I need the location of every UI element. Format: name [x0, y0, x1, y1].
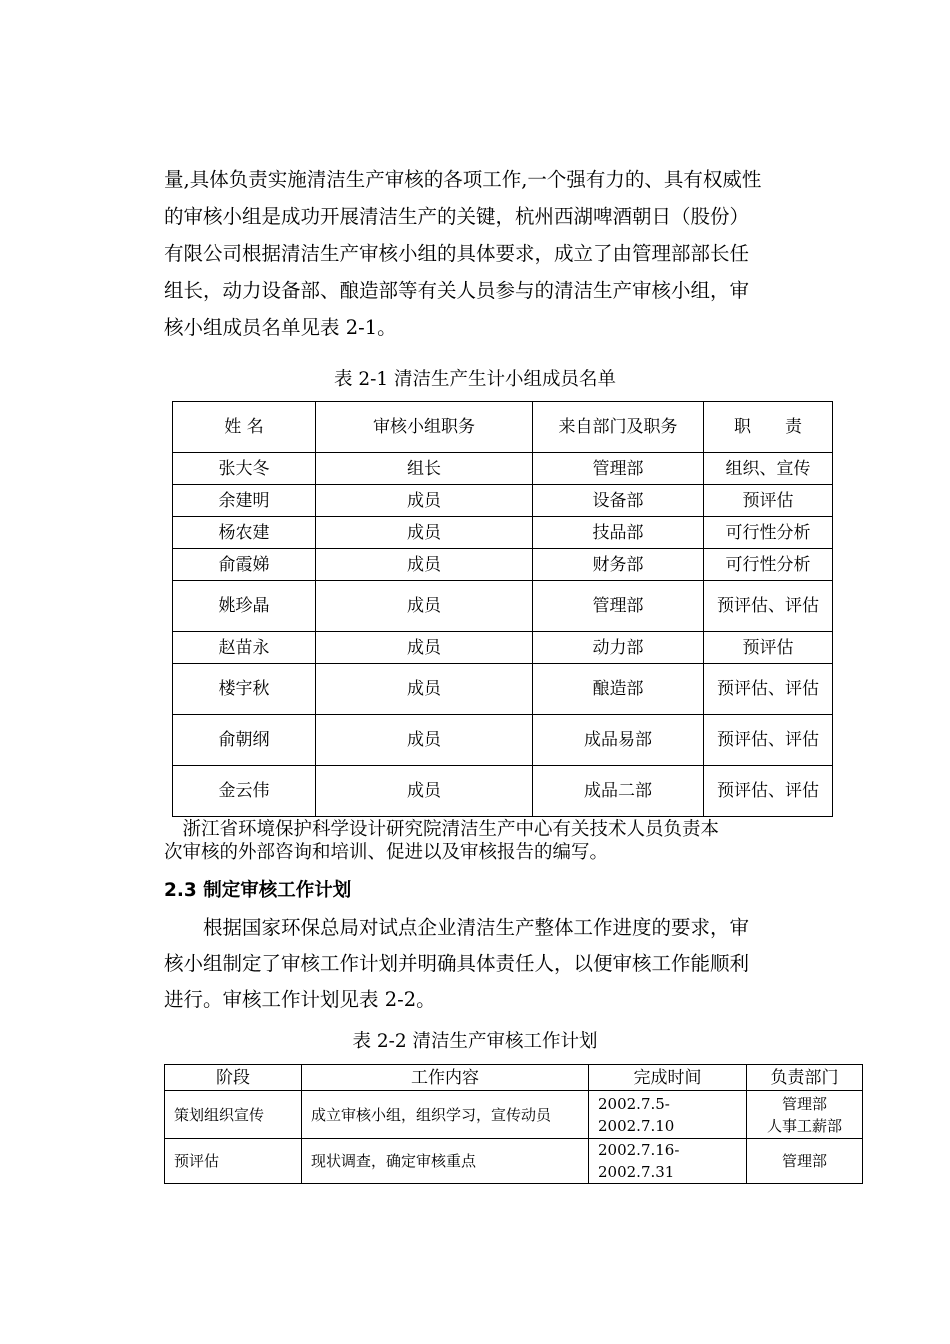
header-cell: 阶段 [165, 1065, 302, 1091]
header-cell: 职 责 [704, 402, 833, 453]
table-row [165, 1091, 863, 1139]
text-line: 次审核的外部咨询和培训、促进以及审核报告的编写。 [164, 842, 609, 863]
table-cell: 俞霞娣 [173, 549, 316, 581]
team-members-table [172, 401, 833, 817]
table-row [173, 485, 833, 517]
table-cell: 财务部 [533, 549, 704, 581]
table-cell: 成员 [316, 549, 533, 581]
table-cell: 预评估、评估 [704, 664, 833, 715]
table-cell: 金云伟 [173, 766, 316, 817]
content-cell: 现状调查，确定审核重点 [302, 1139, 589, 1184]
stage-cell: 策划组织宣传 [165, 1091, 302, 1139]
table-cell: 管理部 [533, 453, 704, 485]
table1-caption: 表 2-1 清洁生产生计小组成员名单 [333, 369, 617, 390]
text-line: 量,具体负责实施清洁生产审核的各项工作,一个强有力的、具有权威性 [164, 168, 762, 191]
table-cell: 管理部 [533, 581, 704, 632]
table-cell: 成员 [316, 517, 533, 549]
dept-line: 管理部 [781, 1094, 827, 1113]
table2-caption: 表 2-2 清洁生产审核工作计划 [352, 1031, 598, 1052]
table-cell: 技品部 [533, 517, 704, 549]
table-cell: 成品易部 [533, 715, 704, 766]
table-header-row [165, 1065, 863, 1091]
text-line: 核小组制定了审核工作计划并明确具体责任人，以便审核工作能顺利 [164, 952, 750, 975]
consulting-paragraph [164, 818, 824, 864]
table-cell: 预评估 [704, 485, 833, 517]
dept-cell [747, 1139, 863, 1184]
table-row [173, 766, 833, 817]
table-cell: 姚珍晶 [173, 581, 316, 632]
table-cell: 成员 [316, 715, 533, 766]
table-cell: 预评估、评估 [704, 715, 833, 766]
text-line: 有限公司根据清洁生产审核小组的具体要求，成立了由管理部部长任 [164, 242, 750, 265]
table-row [173, 549, 833, 581]
table-cell: 预评估 [704, 632, 833, 664]
content-cell: 成立审核小组，组织学习，宣传动员 [302, 1091, 589, 1139]
table-cell: 赵苗永 [173, 632, 316, 664]
table-cell: 楼宇秋 [173, 664, 316, 715]
table-cell: 酿造部 [533, 664, 704, 715]
table-row [165, 1139, 863, 1184]
text-line: 根据国家环保总局对试点企业清洁生产整体工作进度的要求，审 [164, 916, 750, 939]
table-cell: 动力部 [533, 632, 704, 664]
dept-line: 管理部 [781, 1152, 827, 1170]
table-cell: 张大冬 [173, 453, 316, 485]
time-cell: 2002.7.5-2002.7.10 [589, 1091, 747, 1139]
table-row [173, 664, 833, 715]
table-cell: 可行性分析 [704, 549, 833, 581]
plan-paragraph [164, 910, 824, 1018]
table-cell: 余建明 [173, 485, 316, 517]
table-row [173, 581, 833, 632]
table-cell: 成员 [316, 632, 533, 664]
table-cell: 成员 [316, 664, 533, 715]
table-cell: 可行性分析 [704, 517, 833, 549]
table-cell: 成员 [316, 485, 533, 517]
text-line: 进行。审核工作计划见表 2-2。 [164, 988, 436, 1011]
text-line: 的审核小组是成功开展清洁生产的关键，杭州西湖啤酒朝日（股份） [164, 205, 750, 228]
table-cell: 俞朝纲 [173, 715, 316, 766]
table-cell: 成品二部 [533, 766, 704, 817]
table-cell: 设备部 [533, 485, 704, 517]
header-cell: 审核小组职务 [316, 402, 533, 453]
table-cell: 杨农建 [173, 517, 316, 549]
table-header-row [173, 402, 833, 453]
audit-plan-table [164, 1064, 863, 1184]
table-row [173, 715, 833, 766]
text-line: 浙江省环境保护科学设计研究院清洁生产中心有关技术人员负责本 [164, 819, 720, 840]
table-row [173, 453, 833, 485]
header-cell: 负责部门 [747, 1065, 863, 1091]
header-cell: 工作内容 [302, 1065, 589, 1091]
dept-cell [747, 1091, 863, 1139]
table-cell: 预评估、评估 [704, 766, 833, 817]
text-line: 组长，动力设备部、酿造部等有关人员参与的清洁生产审核小组，审 [164, 279, 750, 302]
stage-cell: 预评估 [165, 1139, 302, 1184]
table-cell: 成员 [316, 766, 533, 817]
table-cell: 成员 [316, 581, 533, 632]
table-cell: 组织、宣传 [704, 453, 833, 485]
table-row [173, 632, 833, 664]
table-cell: 预评估、评估 [704, 581, 833, 632]
dept-line: 人事工薪部 [766, 1116, 842, 1135]
intro-paragraph [164, 161, 824, 346]
time-cell: 2002.7.16-2002.7.31 [589, 1139, 747, 1184]
header-cell: 完成时间 [589, 1065, 747, 1091]
header-cell: 来自部门及职务 [533, 402, 704, 453]
header-cell: 姓 名 [173, 402, 316, 453]
table-cell: 组长 [316, 453, 533, 485]
text-line: 核小组成员名单见表 2-1。 [164, 316, 397, 339]
table-row [173, 517, 833, 549]
section-heading: 2.3 制定审核工作计划 [164, 880, 352, 901]
